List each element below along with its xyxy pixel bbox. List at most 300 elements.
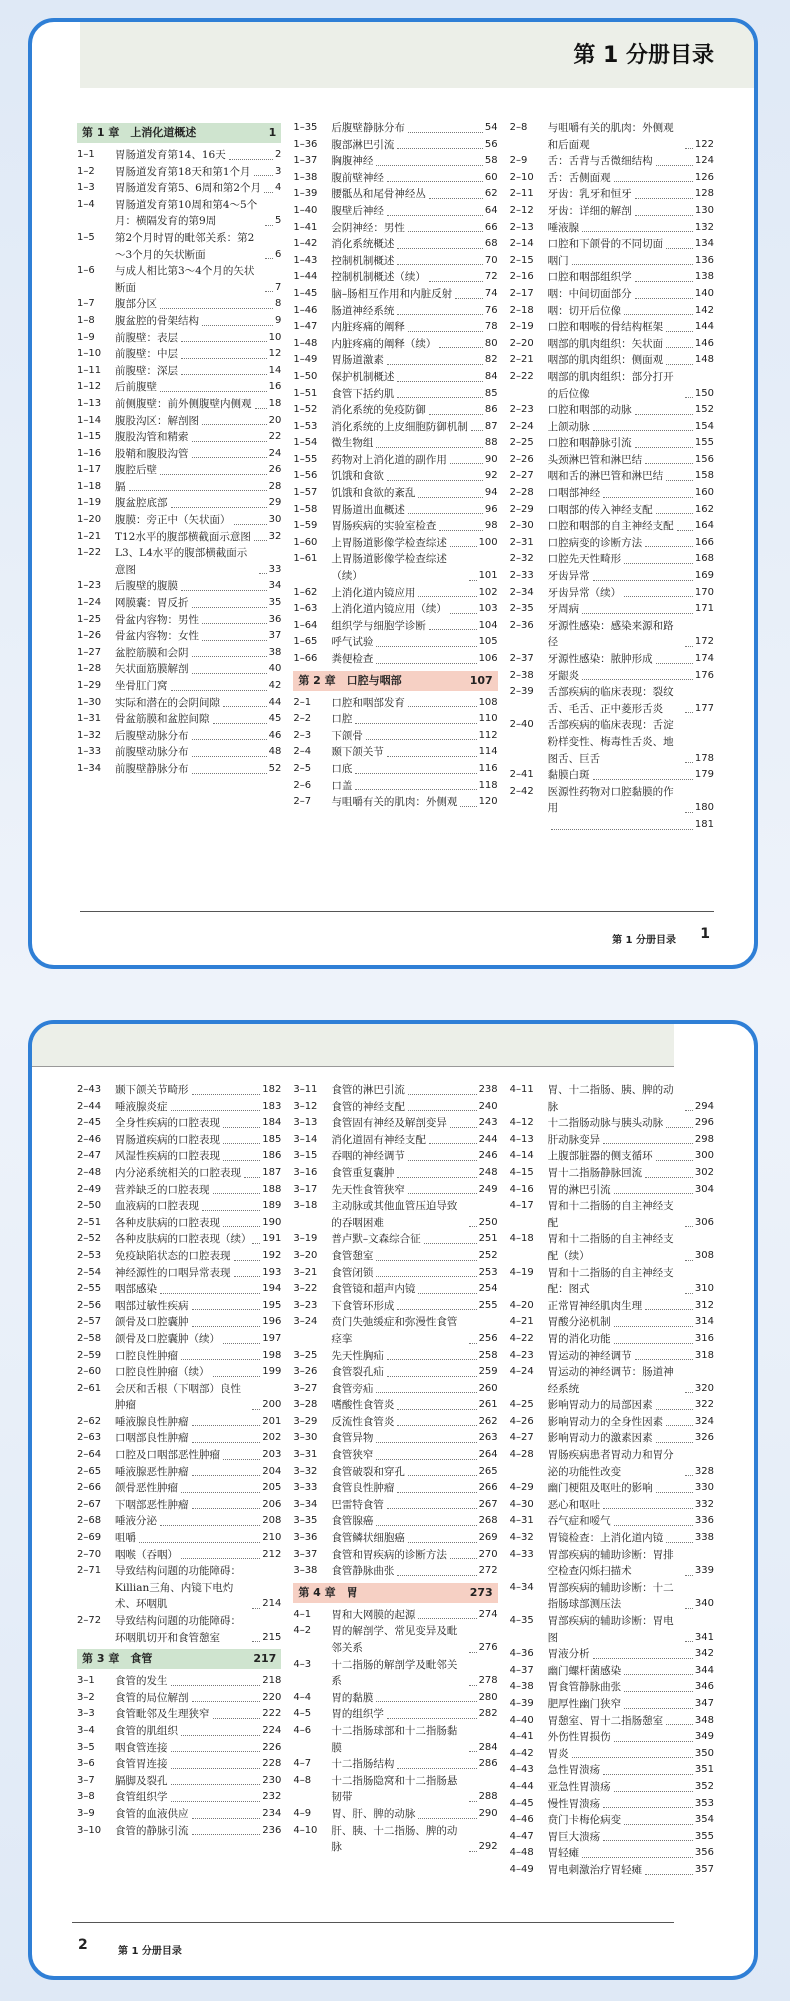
toc-entry[interactable] [77,313,281,330]
toc-entry[interactable] [293,1706,497,1723]
toc-entry[interactable] [293,1298,497,1315]
toc-entry[interactable] [510,1314,714,1331]
toc-entry[interactable] [293,1414,497,1431]
toc-entry[interactable] [293,1314,497,1347]
toc-entry[interactable] [293,1723,497,1756]
toc-entry[interactable] [293,618,497,635]
entry-title: 导致结构问题的功能障碍：环咽肌切开和食管憩室 [115,1615,241,1644]
toc-entry[interactable] [510,186,714,203]
toc-entry[interactable] [510,352,714,369]
toc-entry[interactable] [77,479,281,496]
toc-entry[interactable] [293,269,497,286]
entry-title: 颌骨及口腔囊肿（续） [115,1332,220,1345]
toc-entry[interactable] [510,269,714,286]
entry-page: 195 [262,1299,282,1311]
toc-entry[interactable] [77,164,281,181]
toc-entry[interactable] [293,634,497,651]
toc-entry[interactable] [510,1613,714,1646]
toc-entry[interactable] [77,1530,281,1547]
toc-entry[interactable] [293,551,497,584]
toc-entry[interactable] [293,728,497,745]
toc-entry[interactable] [510,468,714,485]
toc-entry[interactable] [293,452,497,469]
toc-entry[interactable] [293,1381,497,1398]
entry-page: 26 [268,464,282,476]
toc-entry[interactable] [77,1132,281,1149]
toc-entry[interactable] [510,518,714,535]
toc-entry[interactable] [293,651,497,668]
toc-entry[interactable] [293,1231,497,1248]
toc-entry[interactable] [77,1547,281,1564]
entry-number: 2–3 [293,729,312,741]
toc-entry[interactable] [77,512,281,529]
toc-entry[interactable] [510,1845,714,1862]
chapter-heading[interactable] [293,1583,497,1603]
toc-entry[interactable] [77,462,281,479]
entry-page: 338 [694,1532,714,1544]
toc-entry[interactable] [293,120,497,137]
toc-entry[interactable] [510,668,714,685]
toc-entry[interactable] [77,1298,281,1315]
toc-entry[interactable] [77,1381,281,1414]
entry-title: 胃轻瘫 [547,1847,580,1860]
entry-number: 2–67 [77,1498,102,1510]
toc-entry[interactable] [293,236,497,253]
toc-entry[interactable] [510,618,714,651]
toc-entry[interactable] [510,1397,714,1414]
entry-number: 2–56 [77,1299,102,1311]
toc-entry[interactable] [293,695,497,712]
toc-entry[interactable] [293,468,497,485]
toc-entry[interactable] [510,784,714,817]
toc-entry[interactable] [77,744,281,761]
toc-entry[interactable] [293,585,497,602]
toc-entry[interactable] [510,1447,714,1480]
toc-entry[interactable] [293,1265,497,1282]
toc-entry[interactable] [510,1198,714,1231]
toc-entry[interactable] [510,303,714,320]
toc-entry[interactable] [510,1115,714,1132]
toc-entry[interactable] [293,170,497,187]
entry-title: 外伤性胃损伤 [547,1731,611,1744]
entry-title: 前腹壁：深层 [115,364,178,377]
toc-entry[interactable] [293,1082,497,1099]
toc-entry[interactable] [510,651,714,668]
toc-entry[interactable] [510,1182,714,1199]
toc-entry[interactable] [293,1248,497,1265]
entry-title: 上消化道内镜应用（续） [331,603,447,616]
toc-entry[interactable] [77,1248,281,1265]
toc-entry[interactable] [293,1397,497,1414]
toc-entry[interactable] [293,386,497,403]
toc-entry[interactable] [293,1364,497,1381]
toc-entry[interactable] [77,628,281,645]
chapter-heading[interactable] [77,1649,281,1669]
toc-entry[interactable] [77,1723,281,1740]
entry-title: 保护机制概述 [331,370,395,383]
toc-entry[interactable] [510,568,714,585]
toc-entry[interactable] [510,1530,714,1547]
entry-title: 咀嚼 [115,1532,136,1545]
entry-page: 122 [694,138,714,150]
chapter-heading[interactable] [77,123,281,143]
entry-title: 舌部疾病的临床表现：裂纹舌、毛舌、正中菱形舌炎 [547,686,674,715]
toc-entry[interactable] [77,1314,281,1331]
toc-entry[interactable] [77,1613,281,1646]
toc-entry[interactable] [510,1779,714,1796]
toc-entry[interactable] [77,1806,281,1823]
entry-title: 胃和大网膜的起源 [331,1608,416,1621]
toc-entry[interactable] [77,396,281,413]
toc-entry[interactable] [293,1480,497,1497]
toc-entry[interactable] [77,1706,281,1723]
toc-entry[interactable] [293,1806,497,1823]
entry-number: 1–37 [293,155,318,167]
toc-entry[interactable] [510,1796,714,1813]
leader-dots [408,231,483,232]
entry-title: 控制机制概述（续） [331,271,426,284]
toc-entry[interactable] [77,1331,281,1348]
toc-entry[interactable] [77,346,281,363]
toc-entry[interactable] [293,319,497,336]
leader-dots [366,739,477,740]
entry-number: 2–18 [509,304,534,316]
toc-entry[interactable] [293,502,497,519]
toc-entry[interactable] [510,1547,714,1580]
toc-entry[interactable] [510,485,714,502]
entry-title: 胃的解剖学、常见变异及毗邻关系 [331,1625,458,1654]
toc-entry[interactable] [293,435,497,452]
toc-entry[interactable] [293,186,497,203]
toc-entry[interactable] [77,429,281,446]
entry-number: 2–36 [509,619,534,631]
toc-entry[interactable] [77,413,281,430]
toc-entry[interactable] [293,419,497,436]
toc-entry[interactable] [77,728,281,745]
toc-entry[interactable] [77,1281,281,1298]
toc-entry[interactable] [293,369,497,386]
toc-entry[interactable] [510,1696,714,1713]
entry-page: 355 [694,1830,714,1842]
toc-entry[interactable] [293,336,497,353]
toc-entry[interactable] [293,1182,497,1199]
toc-entry[interactable] [77,595,281,612]
toc-entry[interactable] [77,545,281,578]
chapter-page: 107 [469,673,493,687]
toc-entry[interactable] [77,695,281,712]
toc-entry[interactable] [77,230,281,263]
toc-entry[interactable] [77,1115,281,1132]
toc-entry[interactable] [510,1331,714,1348]
entry-page: 199 [262,1366,282,1378]
leader-dots [469,1685,477,1686]
toc-column [510,120,714,834]
leader-dots [192,1425,261,1426]
toc-entry[interactable] [293,711,497,728]
entry-number: 4–19 [509,1266,534,1278]
leader-dots [387,181,483,182]
leader-dots [469,1851,477,1852]
toc-entry[interactable] [77,1756,281,1773]
toc-entry[interactable] [77,1690,281,1707]
toc-entry[interactable] [293,601,497,618]
toc-entry[interactable] [510,1132,714,1149]
toc-entry[interactable] [510,1480,714,1497]
toc-entry[interactable] [293,1281,497,1298]
entry-page: 2 [274,149,282,160]
entry-title: 牙周病 [547,603,580,616]
entry-number: 1–9 [77,331,95,343]
toc-entry[interactable] [77,363,281,380]
toc-entry[interactable] [510,153,714,170]
toc-entry[interactable] [293,137,497,154]
leader-dots [397,381,483,382]
toc-entry[interactable] [293,1132,497,1149]
toc-entry[interactable] [510,203,714,220]
toc-entry[interactable] [510,817,714,834]
toc-entry[interactable] [293,1530,497,1547]
toc-entry[interactable] [510,1663,714,1680]
toc-entry[interactable] [77,379,281,396]
entry-title: 胃和十二指肠的自主神经支配（续） [547,1233,674,1262]
toc-entry[interactable] [77,1148,281,1165]
toc-entry[interactable] [293,1690,497,1707]
toc-entry[interactable] [77,1464,281,1481]
toc-entry[interactable] [293,352,497,369]
toc-entry[interactable] [77,711,281,728]
toc-entry[interactable] [510,236,714,253]
entry-title: 口腔和下颌骨的不同切面 [547,238,664,251]
toc-entry[interactable] [293,485,497,502]
toc-entry[interactable] [77,1563,281,1613]
toc-entry[interactable] [77,612,281,629]
entry-title: 食管憩室 [331,1249,374,1262]
leader-dots [387,364,483,365]
footer-label: 第 1 分册目录 [118,1946,182,1957]
toc-entry[interactable] [510,1231,714,1264]
toc-entry[interactable] [510,120,714,153]
entry-number: 3–28 [293,1399,318,1411]
toc-entry[interactable] [77,1447,281,1464]
toc-entry[interactable] [510,717,714,767]
toc-entry[interactable] [293,518,497,535]
toc-entry[interactable] [510,1762,714,1779]
toc-entry[interactable] [510,1812,714,1829]
leader-dots [397,1492,476,1493]
toc-entry[interactable] [510,1298,714,1315]
leader-dots [645,1177,693,1178]
toc-entry[interactable] [510,452,714,469]
toc-entry[interactable] [293,253,497,270]
toc-entry[interactable] [510,601,714,618]
toc-entry[interactable] [77,1165,281,1182]
toc-entry[interactable] [77,1823,281,1840]
entry-title: 咽喉（吞咽） [115,1548,178,1561]
toc-entry[interactable] [293,1447,497,1464]
entry-number: 2–49 [77,1183,102,1195]
toc-entry[interactable] [293,153,497,170]
toc-entry[interactable] [510,1679,714,1696]
toc-entry[interactable] [293,1513,497,1530]
entry-number: 4–17 [509,1200,534,1212]
toc-entry[interactable] [510,170,714,187]
toc-entry[interactable] [510,1364,714,1397]
toc-entry[interactable] [510,1148,714,1165]
toc-entry[interactable] [77,1773,281,1790]
leader-dots [408,1160,477,1161]
toc-entry[interactable] [77,296,281,313]
toc-entry[interactable] [293,203,497,220]
entry-number: 2–54 [77,1266,102,1278]
toc-entry[interactable] [293,1115,497,1132]
toc-entry[interactable] [510,1497,714,1514]
toc-entry[interactable] [293,1165,497,1182]
toc-entry[interactable] [293,1497,497,1514]
entry-number: 1–36 [293,138,318,150]
toc-entry[interactable] [293,402,497,419]
toc-entry[interactable] [77,1215,281,1232]
entry-page: 88 [484,437,498,449]
leader-dots [635,298,693,299]
toc-entry[interactable] [293,1198,497,1231]
leader-dots [192,1818,261,1819]
toc-entry[interactable] [293,1657,497,1690]
toc-entry[interactable] [293,303,497,320]
toc-entry[interactable] [510,419,714,436]
toc-entry[interactable] [77,1513,281,1530]
toc-entry[interactable] [77,1740,281,1757]
toc-entry[interactable] [293,1563,497,1580]
entry-page: 120 [478,796,498,808]
toc-entry[interactable] [77,446,281,463]
leader-dots [181,1735,260,1736]
toc-entry[interactable] [510,502,714,519]
toc-entry[interactable] [293,794,497,811]
toc-entry[interactable] [510,1348,714,1365]
toc-entry[interactable] [293,1823,497,1856]
toc-entry[interactable] [293,744,497,761]
toc-entry[interactable] [293,1756,497,1773]
leader-dots [408,132,483,133]
chapter-heading[interactable] [293,671,497,691]
leader-dots [376,646,476,647]
toc-entry[interactable] [293,286,497,303]
toc-entry[interactable] [77,147,281,164]
toc-entry[interactable] [510,1646,714,1663]
toc-entry[interactable] [510,1862,714,1879]
entry-number: 4–36 [509,1648,534,1660]
toc-entry[interactable] [510,1829,714,1846]
entry-number: 2–28 [509,487,534,499]
toc-entry[interactable] [510,1580,714,1613]
toc-entry[interactable] [293,1430,497,1447]
toc-entry[interactable] [510,684,714,717]
toc-entry[interactable] [77,1348,281,1365]
toc-entry[interactable] [510,319,714,336]
toc-entry[interactable] [510,1729,714,1746]
toc-entry[interactable] [510,1713,714,1730]
toc-entry[interactable] [77,645,281,662]
toc-entry[interactable] [510,1165,714,1182]
entry-page: 158 [694,470,714,482]
toc-entry[interactable] [293,1099,497,1116]
toc-entry[interactable] [77,1099,281,1116]
toc-entry[interactable] [510,1082,714,1115]
toc-entry[interactable] [77,1231,281,1248]
toc-entry[interactable] [510,767,714,784]
toc-entry[interactable] [77,1673,281,1690]
toc-entry[interactable] [510,402,714,419]
entry-title: 呼气试验 [331,636,374,649]
toc-entry[interactable] [293,1607,497,1624]
toc-entry[interactable] [510,435,714,452]
toc-entry[interactable] [77,761,281,778]
toc-entry[interactable] [77,180,281,197]
toc-entry[interactable] [77,1198,281,1215]
toc-entry[interactable] [510,336,714,353]
toc-entry[interactable] [77,678,281,695]
toc-entry[interactable] [510,286,714,303]
toc-entry[interactable] [77,1082,281,1099]
toc-entry[interactable] [293,535,497,552]
toc-entry[interactable] [77,578,281,595]
toc-entry[interactable] [293,1348,497,1365]
toc-entry[interactable] [77,197,281,230]
toc-entry[interactable] [293,220,497,237]
toc-entry[interactable] [510,1746,714,1763]
toc-entry[interactable] [293,1148,497,1165]
toc-entry[interactable] [77,1265,281,1282]
toc-entry[interactable] [510,220,714,237]
entry-title: 会厌和舌根（下咽部）良性肿瘤 [115,1382,241,1412]
toc-entry[interactable] [77,1430,281,1447]
toc-entry[interactable] [77,1414,281,1431]
toc-entry[interactable] [510,1414,714,1431]
toc-entry[interactable] [510,253,714,270]
toc-entry[interactable] [293,1623,497,1656]
toc-entry[interactable] [293,1773,497,1806]
toc-entry[interactable] [77,1364,281,1381]
toc-entry[interactable] [293,761,497,778]
toc-entry[interactable] [77,1480,281,1497]
toc-entry[interactable] [510,551,714,568]
toc-entry[interactable] [510,585,714,602]
toc-entry[interactable] [293,1464,497,1481]
toc-entry[interactable] [77,330,281,347]
toc-entry[interactable] [77,1789,281,1806]
entry-title: 慢性胃溃疡 [547,1797,601,1810]
entry-page: 96 [484,503,498,515]
toc-entry[interactable] [510,369,714,402]
entry-title: 食管的淋巴引流 [331,1084,405,1096]
toc-entry[interactable] [77,1182,281,1199]
toc-entry[interactable] [293,778,497,795]
toc-entry[interactable] [510,1265,714,1298]
toc-entry[interactable] [77,661,281,678]
leader-dots [656,1492,693,1493]
entry-title: 颌骨恶性肿瘤 [115,1482,178,1495]
toc-entry[interactable] [77,529,281,546]
toc-entry[interactable] [77,1497,281,1514]
toc-entry[interactable] [510,1513,714,1530]
toc-entry[interactable] [510,535,714,552]
toc-entry[interactable] [510,1430,714,1447]
toc-entry[interactable] [77,263,281,296]
toc-entry[interactable] [293,1547,497,1564]
entry-title: 胃镜检查：上消化道内镜 [547,1532,664,1545]
entry-number: 2–43 [77,1084,102,1095]
toc-entry[interactable] [77,495,281,512]
